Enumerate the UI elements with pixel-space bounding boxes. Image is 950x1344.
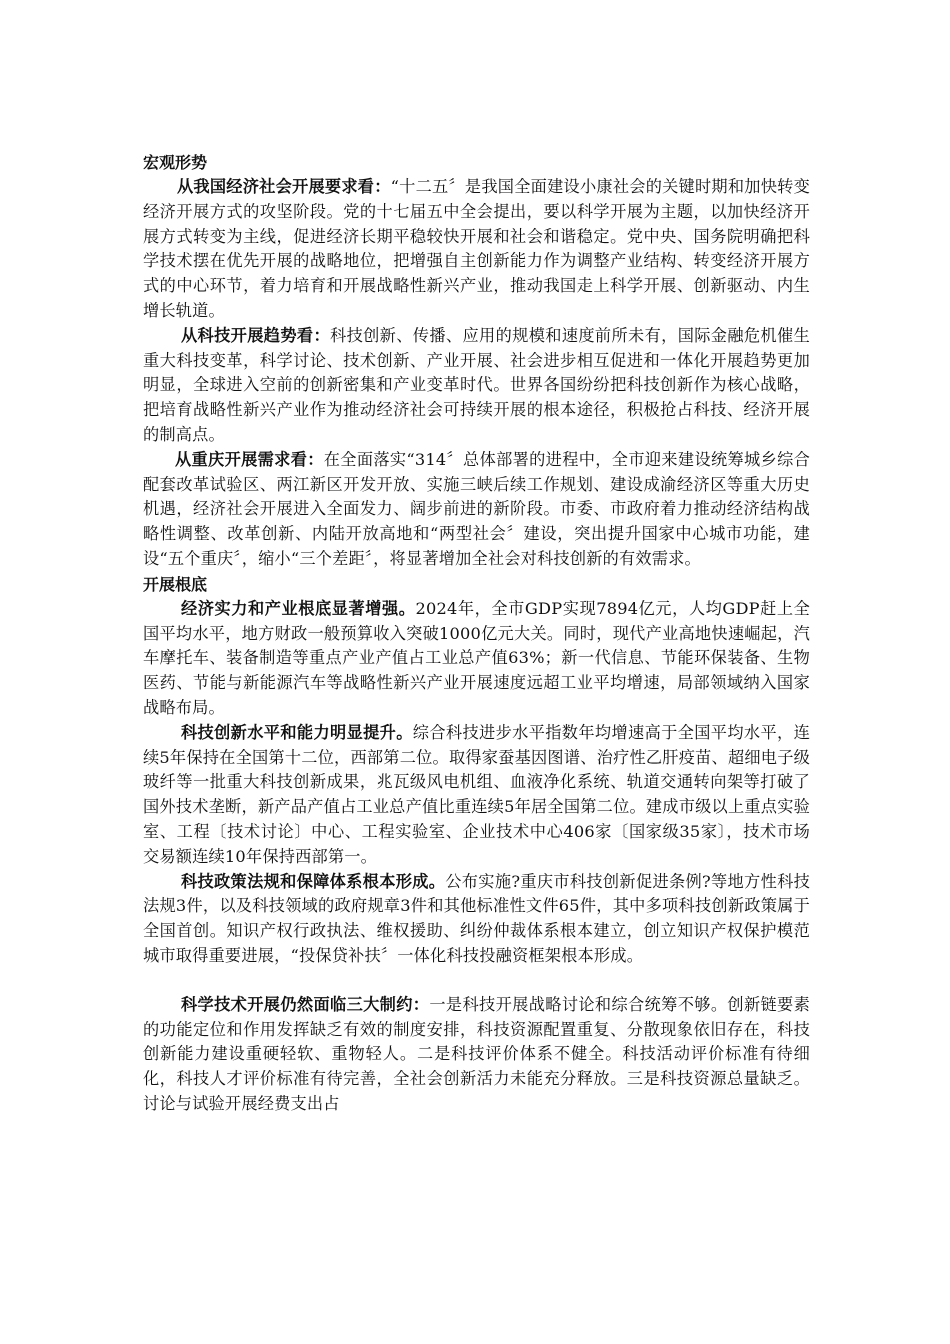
paragraph-text: 在全面落实“314〞总体部署的进程中，全市迎来建设统筹城乡综合配套改革试验区、两江新区开发开放、实施三峡后续工作规划、建设成渝经济区等重大历史机遇，经济社会开展进入全面发力、阔步前进的新阶段。市委、市政府着力推动经济结构战略性调整、改革创新、内陆开放高地和“两型社会〞建设，突出提升国家中心城市功能，建设“五个重庆〞，缩小“三个差距〞，将显著增加全社会对科技创新的有效需求。 [143, 449, 810, 568]
paragraph-text: 一是科技开展战略讨论和综合统筹不够。创新链要素的功能定位和作用发挥缺乏有效的制度安排，科技资源配置重复、分散现象依旧存在，科技创新能力建设重硬轻软、重物轻人。二是科技评价体系不健全。科技活动评价标准有待细化，科技人才评价标准有待完善，全社会创新活力未能充分释放。三是科技资源总量缺乏。讨论与试验开展经费支出占 [143, 994, 810, 1113]
paragraph-lead: 科技创新水平和能力明显提升。 [181, 722, 413, 742]
paragraph-economic-strength [143, 597, 810, 721]
section-heading-foundation: 开展根底 [143, 574, 208, 594]
paragraph-lead: 从重庆开展需求看： [175, 449, 324, 469]
paragraph-lead: 科技政策法规和保障体系根本形成。 [181, 871, 446, 891]
paragraph-innovation-level [143, 721, 810, 870]
paragraph-lead: 从科技开展趋势看： [181, 325, 331, 345]
paragraph-national-requirements [143, 175, 810, 324]
document-body [143, 150, 810, 1117]
section-heading-macro: 宏观形势 [143, 153, 208, 172]
paragraph-chongqing-demand [143, 448, 810, 572]
paragraph-text: 科技创新、传播、应用的规模和速度前所未有，国际金融危机催生重大科技变革，科学讨论、技术创新、产业开展、社会进步相互促进和一体化开展趋势更加明显，全球进入空前的创新密集和产业变革时代。世界各国纷纷把科技创新作为核心战略，把培育战略性新兴产业作为推动经济社会可持续开展的根本途径，积极抢占科技、经济开展的制高点。 [143, 325, 810, 444]
paragraph-text: “十二五〞是我国全面建设小康社会的关键时期和加快转变经济开展方式的攻坚阶段。党的十七届五中全会提出，要以科学开展为主题，以加快经济开展方式转变为主线，促进经济长期平稳较快开展和社会和谐稳定。党中央、国务院明确把科学技术摆在优先开展的战略地位，把增强自主创新能力作为调整产业结构、转变经济开展方式的中心环节，着力培育和开展战略性新兴产业，推动我国走上科学开展、创新驱动、内生增长轨道。 [143, 177, 810, 320]
paragraph-text: 2024年，全市GDP实现7894亿元，人均GDP赶上全国平均水平，地方财政一般预算收入突破1000亿元大关。同时，现代产业高地快速崛起，汽车摩托车、装备制造等重点产业产值占工业总产值63%；新一代信息、节能环保装备、生物医药、节能与新能源汽车等战略性新兴产业开展速度远超工业平均增速，局部领域纳入国家战略布局。 [143, 598, 810, 717]
paragraph-lead: 从我国经济社会开展要求看： [177, 177, 391, 196]
paragraph-text: 综合科技进步水平指数年均增速高于全国平均水平，连续5年保持在全国第十二位，西部第二位。取得家蚕基因图谱、治疗性乙肝疫苗、超细电子级玻纤等一批重大科技创新成果，兆瓦级风电机组、血液净化系统、轨道交通转向架等打破了国外技术垄断，新产品产值占工业总产值比重连续5年居全国第二位。建成市级以上重点实验室、工程〔技术讨论〕中心、工程实验室、企业技术中心406家〔国家级35家〕，技术市场交易额连续10年保持西部第一。 [143, 722, 810, 866]
paragraph-constraints [143, 993, 810, 1117]
paragraph-tech-trends [143, 324, 810, 448]
paragraph-lead: 科学技术开展仍然面临三大制约： [181, 994, 430, 1014]
paragraph-lead: 经济实力和产业根底显著增强。 [181, 598, 416, 618]
paragraph-text: 公布实施?重庆市科技创新促进条例?等地方性科技法规3件，以及科技领域的政府规章3件和其他标准性文件65件，其中多项科技创新政策属于全国首创。知识产权行政执法、维权援助、纠纷仲裁体系根本建立，创立知识产权保护模范城市取得重要进展，“投保贷补扶〞一体化科技投融资框架根本形成。 [143, 871, 810, 965]
paragraph-policy-system [143, 870, 810, 969]
paragraph-spacer [143, 969, 810, 993]
